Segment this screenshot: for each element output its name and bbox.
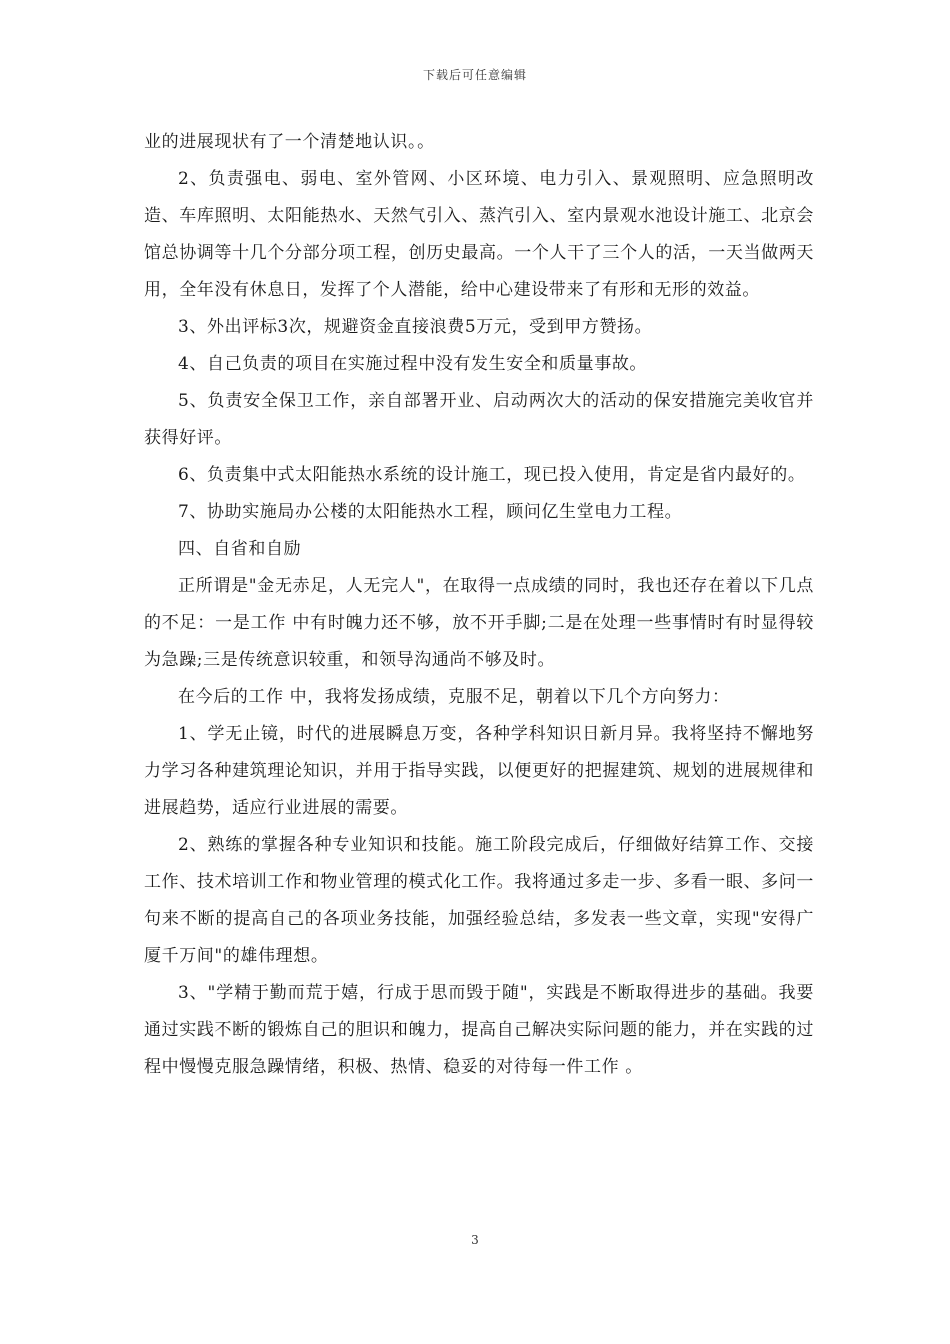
paragraph-plan-3: 3、"学精于勤而荒于嬉，行成于思而毁于随"，实践是不断取得进步的基础。我要通过实践不断的锻炼自己的胆识和魄力，提高自己解决实际问题的能力，并在实践的过程中慢慢克服急躁情绪，积极、热情、稳妥的对待每一件工作 。 (144, 983, 814, 1077)
paragraph-item-2: 2、负责强电、弱电、室外管网、小区环境、电力引入、景观照明、应急照明改造、车库照明、太阳能热水、天然气引入、蒸汽引入、室内景观水池设计施工、北京会馆总协调等十几个分部分项工程，创历史最高。一个人干了三个人的活，一天当做两天用，全年没有休息日，发挥了个人潜能，给中心建设带来了有形和无形的效益。 (144, 169, 814, 300)
paragraph-future-intro: 在今后的工作 中，我将发扬成绩，克服不足，朝着以下几个方向努力： (178, 687, 730, 707)
paragraph-item-4: 4、自己负责的项目在实施过程中没有发生安全和质量事故。 (178, 354, 648, 374)
paragraph-item-5: 5、负责安全保卫工作，亲自部署开业、启动两次大的活动的保安措施完美收官并获得好评。 (144, 391, 814, 448)
paragraph-plan-1: 1、学无止镜，时代的进展瞬息万变，各种学科知识日新月异。我将坚持不懈地努力学习各种建筑理论知识，并用于指导实践，以便更好的把握建筑、规划的进展规律和进展趋势，适应行业进展的需要。 (144, 724, 814, 818)
paragraph-item-6: 6、负责集中式太阳能热水系统的设计施工，现已投入使用，肯定是省内最好的。 (178, 465, 806, 485)
document-body (144, 124, 814, 1086)
paragraph-plan-2: 2、熟练的掌握各种专业知识和技能。施工阶段完成后，仔细做好结算工作、交接工作、技术培训工作和物业管理的模式化工作。我将通过多走一步、多看一眼、多问一句来不断的提高自己的各项业务技能，加强经验总结，多发表一些文章，实现"安得广厦千万间"的雄伟理想。 (144, 835, 814, 966)
paragraph-continuation: 业的进展现状有了一个清楚地认识。。 (144, 132, 435, 152)
paragraph-item-7: 7、协助实施局办公楼的太阳能热水工程，顾问亿生堂电力工程。 (178, 502, 683, 522)
page-header: 下载后可任意编辑 (422, 68, 527, 82)
paragraph-item-3: 3、外出评标3次，规避资金直接浪费5万元，受到甲方赞扬。 (178, 317, 653, 337)
page-number: 3 (471, 1233, 479, 1247)
section-heading: 四、自省和自励 (178, 539, 302, 559)
paragraph-shortcomings: 正所谓是"金无赤足，人无完人"，在取得一点成绩的同时，我也还存在着以下几点的不足：一是工作 中有时魄力还不够，放不开手脚;二是在处理一些事情时有时显得较为急躁;三是传统意识较重，和领导沟通尚不够及时。 (144, 576, 814, 670)
